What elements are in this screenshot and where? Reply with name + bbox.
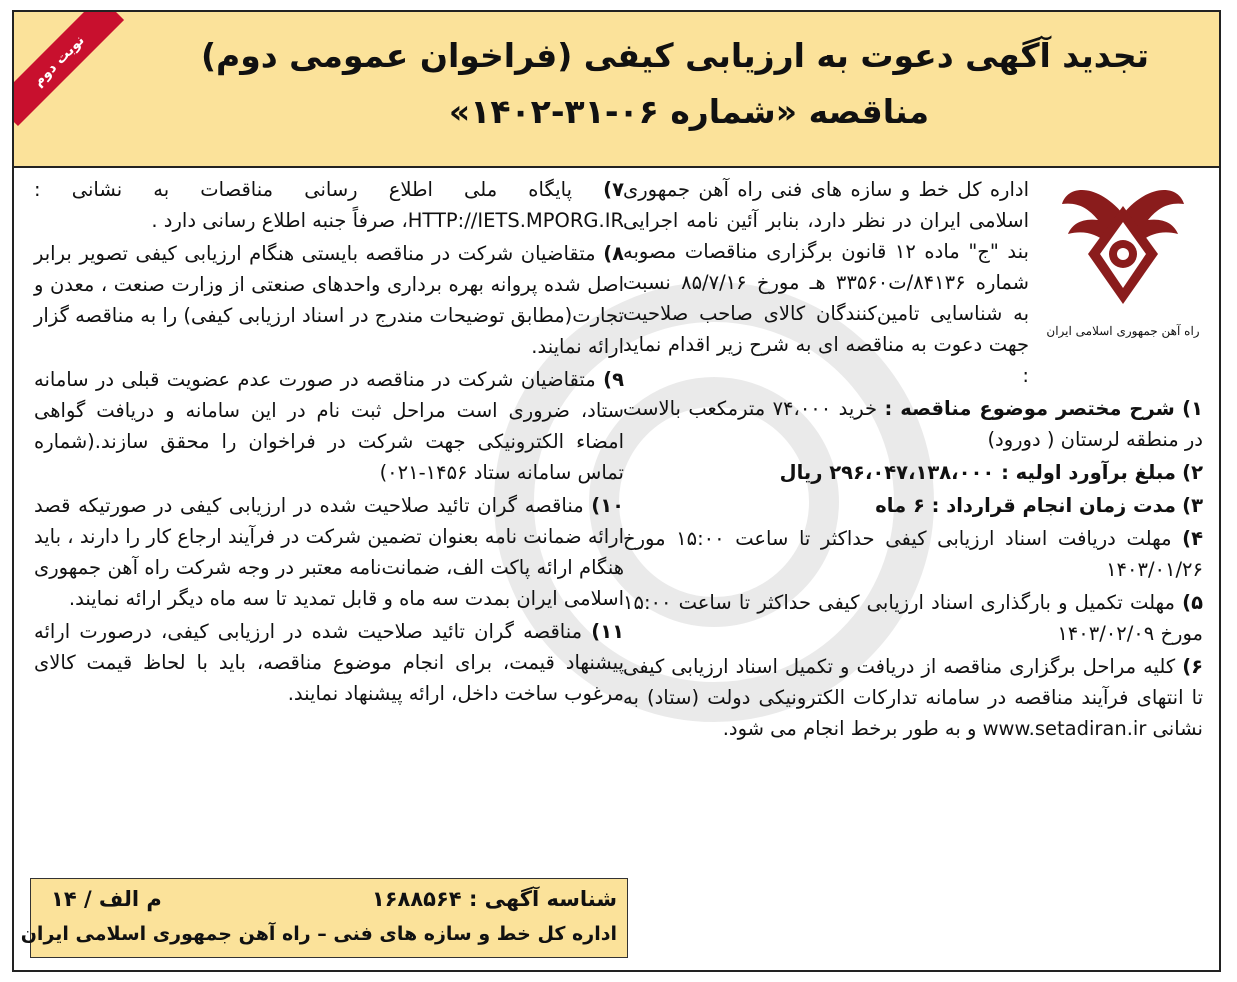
issuing-organization: اداره کل خط و سازه های فنی – راه آهن جمهوری اسلامی ایران	[20, 923, 617, 945]
item-text: متقاضیان شرکت در مناقصه بایستی هنگام ارزیابی کیفی تصویر برابر اصل شده پروانه بهره برداری واحدهای صنعتی از وزارت صنعت ، معدن و تجارت(مطابق توضیحات مندرج در اسناد ارزیابی کیفی) را به مناقصه گزار ارائه نمایند.	[34, 242, 624, 358]
ad-code: م الف / ۱۴	[51, 887, 162, 911]
left-column	[34, 174, 624, 711]
item-11	[34, 616, 624, 709]
item-number: ۹)	[603, 368, 624, 391]
item-label: مبلغ برآورد اولیه : ۲۹۶،۰۴۷،۱۳۸،۰۰۰ ریال	[779, 461, 1176, 484]
item-9	[34, 364, 624, 488]
item-2	[623, 457, 1203, 488]
item-number: ۵)	[1182, 591, 1203, 614]
item-1	[623, 393, 1203, 455]
item-number: ۲)	[1182, 461, 1203, 484]
item-text: پایگاه ملی اطلاع رسانی مناقصات به نشانی : HTTP://IETS.MPORG.IR، صرفاً جنبه اطلاع رسانی دارد .	[34, 178, 624, 232]
item-text: مهلت تکمیل و بارگذاری اسناد ارزیابی کیفی حداکثر تا ساعت ۱۵:۰۰ مورخ ۱۴۰۳/۰۲/۰۹	[623, 591, 1203, 645]
item-text: مهلت دریافت اسناد ارزیابی کیفی حداکثر تا ساعت ۱۵:۰۰ مورخ ۱۴۰۳/۰۱/۲۶	[623, 527, 1203, 581]
item-text: مناقصه گران تائید صلاحیت شده در ارزیابی کیفی در صورتیکه قصد ارائه ضمانت نامه بعنوان تضمین شرکت در فرآیند ارجاع کار را دارند ، باید هنگام ارائه پاکت الف، ضمانت‌نامه معتبر در وجه شرکت راه آهن جمهوری اسلامی ایران بمدت سه ماه و قابل تمدید تا سه ماه دیگر ارائه نمایند.	[34, 494, 624, 610]
item-number: ۱۰)	[591, 494, 624, 517]
item-text: متقاضیان شرکت در مناقصه در صورت عدم عضویت قبلی در سامانه ستاد، ضروری است مراحل ثبت نام در این سامانه و دریافت گواهی امضاء الکترونیکی جهت شرکت در فراخوان را محقق سازند.(شماره تماس سامانه ستاد ۱۴۵۶-۰۲۱)	[34, 368, 624, 484]
item-3	[623, 490, 1203, 521]
item-8	[34, 238, 624, 362]
item-text: کلیه مراحل برگزاری مناقصه از دریافت و تکمیل اسناد ارزیابی کیفی تا انتهای فرآیند مناقصه در سامانه تدارکات الکترونیکی دولت (ستاد) به نشانی www.setadiran.ir و به طور برخط انجام می شود.	[623, 655, 1203, 740]
footer-box	[20, 878, 628, 958]
item-6	[623, 651, 1203, 744]
item-4	[623, 523, 1203, 585]
item-text: خرید ۷۴،۰۰۰ مترمکعب بالاست در منطقه لرستان ( دورود)	[623, 397, 1203, 451]
item-number: ۶)	[1182, 655, 1204, 678]
advertisement-frame	[12, 10, 1221, 972]
item-7	[34, 174, 624, 236]
item-label: شرح مختصر موضوع مناقصه :	[884, 397, 1175, 420]
ad-title: تجدید آگهی دعوت به ارزیابی کیفی (فراخوان عمومی دوم)	[200, 36, 1149, 75]
header-banner	[14, 12, 1219, 168]
second-publication-ribbon: نوبت دوم	[14, 12, 124, 126]
item-number: ۳)	[1182, 494, 1203, 517]
item-number: ۴)	[1182, 527, 1203, 550]
item-number: ۱)	[1182, 397, 1203, 420]
item-label: مدت زمان انجام قرارداد : ۶ ماه	[875, 494, 1176, 517]
logo-caption: راه آهن جمهوری اسلامی ایران	[1046, 324, 1200, 338]
item-number: ۱۱)	[591, 620, 624, 643]
railway-logo	[1043, 174, 1203, 374]
tender-number: مناقصه «شماره ۰۶-۳۱-۱۴۰۲»	[448, 92, 929, 131]
item-number: ۷)	[603, 178, 624, 201]
item-10	[34, 490, 624, 614]
item-number: ۸)	[603, 242, 625, 265]
right-column	[623, 174, 1203, 746]
item-text: مناقصه گران تائید صلاحیت شده در ارزیابی کیفی، درصورت ارائه پیشنهاد قیمت، برای انجام موضوع مناقصه، باید با لحاظ قیمت کالای مرغوب ساخت داخل، ارائه پیشنهاد نمایند.	[34, 620, 624, 705]
item-5	[623, 587, 1203, 649]
intro-paragraph: اداره کل خط و سازه های فنی راه آهن جمهوری اسلامی ایران در نظر دارد، بنابر آئین نامه اجرایی بند "ج" ماده ۱۲ قانون برگزاری مناقصات مصوبه شماره ۸۴۱۳۶/ت۳۳۵۶۰ هـ مورخ ۸۵/۷/۱۶ نسبت به شناسایی تامین‌کنندگان کالای صاحب صلاحیت جهت دعوت به مناقصه ای به شرح زیر اقدام نماید :	[623, 178, 1029, 387]
railway-emblem-icon	[1058, 174, 1188, 314]
ad-identifier: شناسه آگهی : ۱۶۸۸۵۶۴	[371, 887, 617, 911]
